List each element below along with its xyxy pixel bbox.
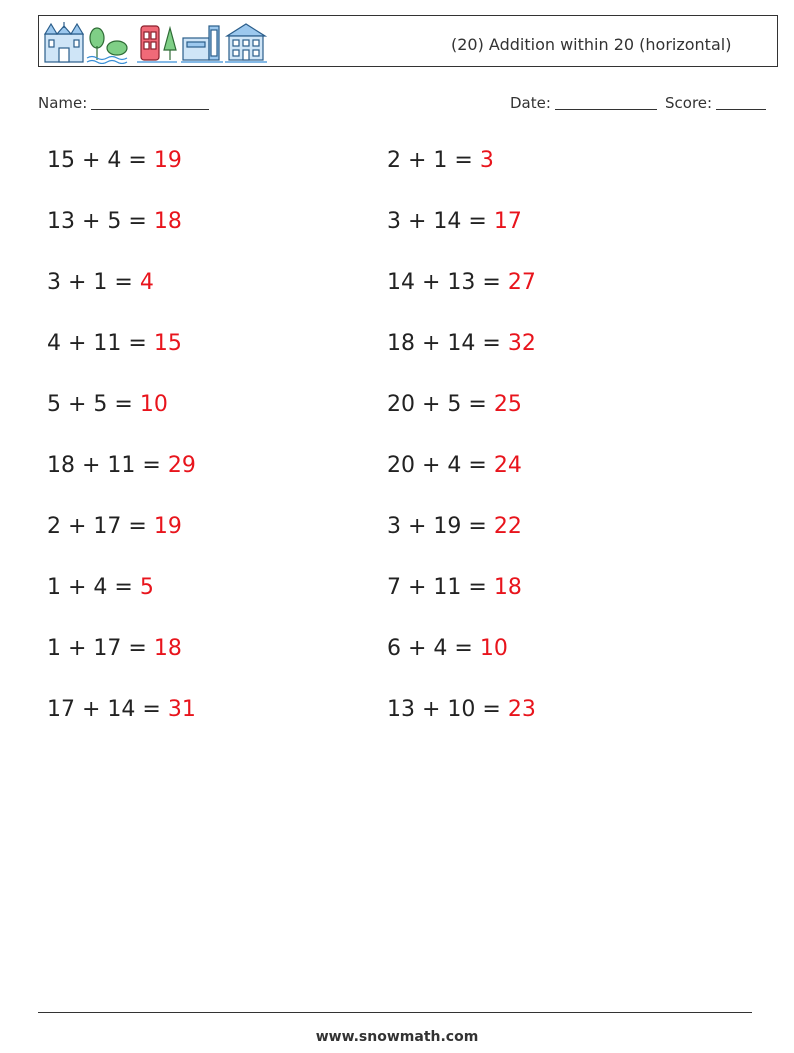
name-line — [91, 95, 209, 110]
problem-answer: 19 — [153, 148, 182, 173]
name-field — [38, 94, 209, 112]
problem-row — [47, 636, 182, 661]
footer-url: www.snowmath.com — [315, 1029, 479, 1045]
problem-row — [47, 575, 154, 600]
worksheet-title: (20) Addition within 20 (horizontal) — [451, 35, 732, 54]
problem-row — [387, 270, 536, 295]
problem-row — [47, 270, 154, 295]
problem-answer: 19 — [153, 514, 182, 539]
problem-answer: 18 — [153, 636, 182, 661]
date-label: Date: — [510, 94, 551, 112]
score-field — [665, 94, 766, 112]
problem-expression: 14 + 13 = — [387, 270, 508, 295]
problem-expression: 1 + 4 = — [47, 575, 140, 600]
problem-answer: 4 — [139, 270, 154, 295]
problem-answer: 29 — [167, 453, 196, 478]
problem-expression: 20 + 5 = — [387, 392, 494, 417]
problem-answer: 31 — [167, 697, 196, 722]
problem-expression: 15 + 4 = — [47, 148, 154, 173]
problem-answer: 10 — [139, 392, 168, 417]
problem-expression: 17 + 14 = — [47, 697, 168, 722]
problem-row — [47, 148, 182, 173]
problem-row — [47, 453, 196, 478]
problem-row — [387, 636, 508, 661]
problem-expression: 4 + 11 = — [47, 331, 154, 356]
office-building-icon — [181, 26, 223, 62]
problem-row — [387, 453, 522, 478]
problem-row — [47, 209, 182, 234]
footer-divider — [38, 1012, 752, 1013]
date-line — [555, 95, 657, 110]
problem-row — [47, 697, 196, 722]
church-icon — [45, 22, 83, 62]
problem-expression: 6 + 4 = — [387, 636, 480, 661]
problem-expression: 18 + 11 = — [47, 453, 168, 478]
problem-answer: 18 — [493, 575, 522, 600]
problem-answer: 23 — [507, 697, 536, 722]
problem-answer: 17 — [493, 209, 522, 234]
problem-expression: 3 + 19 = — [387, 514, 494, 539]
score-label: Score: — [665, 94, 713, 112]
problem-answer: 32 — [507, 331, 536, 356]
problem-expression: 7 + 11 = — [387, 575, 494, 600]
problem-row — [387, 331, 536, 356]
tree-icon — [164, 28, 176, 60]
problem-row — [47, 392, 168, 417]
problem-row — [387, 514, 522, 539]
problem-answer: 3 — [479, 148, 494, 173]
header-box — [38, 15, 778, 67]
problem-answer: 25 — [493, 392, 522, 417]
problem-row — [47, 331, 182, 356]
civic-building-icon — [225, 24, 267, 62]
park-icon — [87, 28, 127, 64]
problem-row — [47, 514, 182, 539]
name-label: Name: — [38, 94, 88, 112]
problem-answer: 15 — [153, 331, 182, 356]
problem-row — [387, 148, 494, 173]
problem-expression: 13 + 5 = — [47, 209, 154, 234]
problem-expression: 2 + 1 = — [387, 148, 480, 173]
problem-row — [387, 209, 522, 234]
problem-row — [387, 697, 536, 722]
date-field — [510, 94, 657, 112]
problem-expression: 3 + 14 = — [387, 209, 494, 234]
problem-expression: 18 + 14 = — [387, 331, 508, 356]
problem-expression: 20 + 4 = — [387, 453, 494, 478]
problem-answer: 24 — [493, 453, 522, 478]
problem-answer: 22 — [493, 514, 522, 539]
problem-row — [387, 392, 522, 417]
problem-answer: 27 — [507, 270, 536, 295]
problem-expression: 13 + 10 = — [387, 697, 508, 722]
score-line — [716, 95, 766, 110]
problem-row — [387, 575, 522, 600]
problem-expression: 3 + 1 = — [47, 270, 140, 295]
problem-expression: 5 + 5 = — [47, 392, 140, 417]
problem-expression: 2 + 17 = — [47, 514, 154, 539]
problem-expression: 1 + 17 = — [47, 636, 154, 661]
city-buildings-logo — [43, 20, 267, 64]
problem-answer: 18 — [153, 209, 182, 234]
problem-answer: 5 — [139, 575, 154, 600]
problem-answer: 10 — [479, 636, 508, 661]
